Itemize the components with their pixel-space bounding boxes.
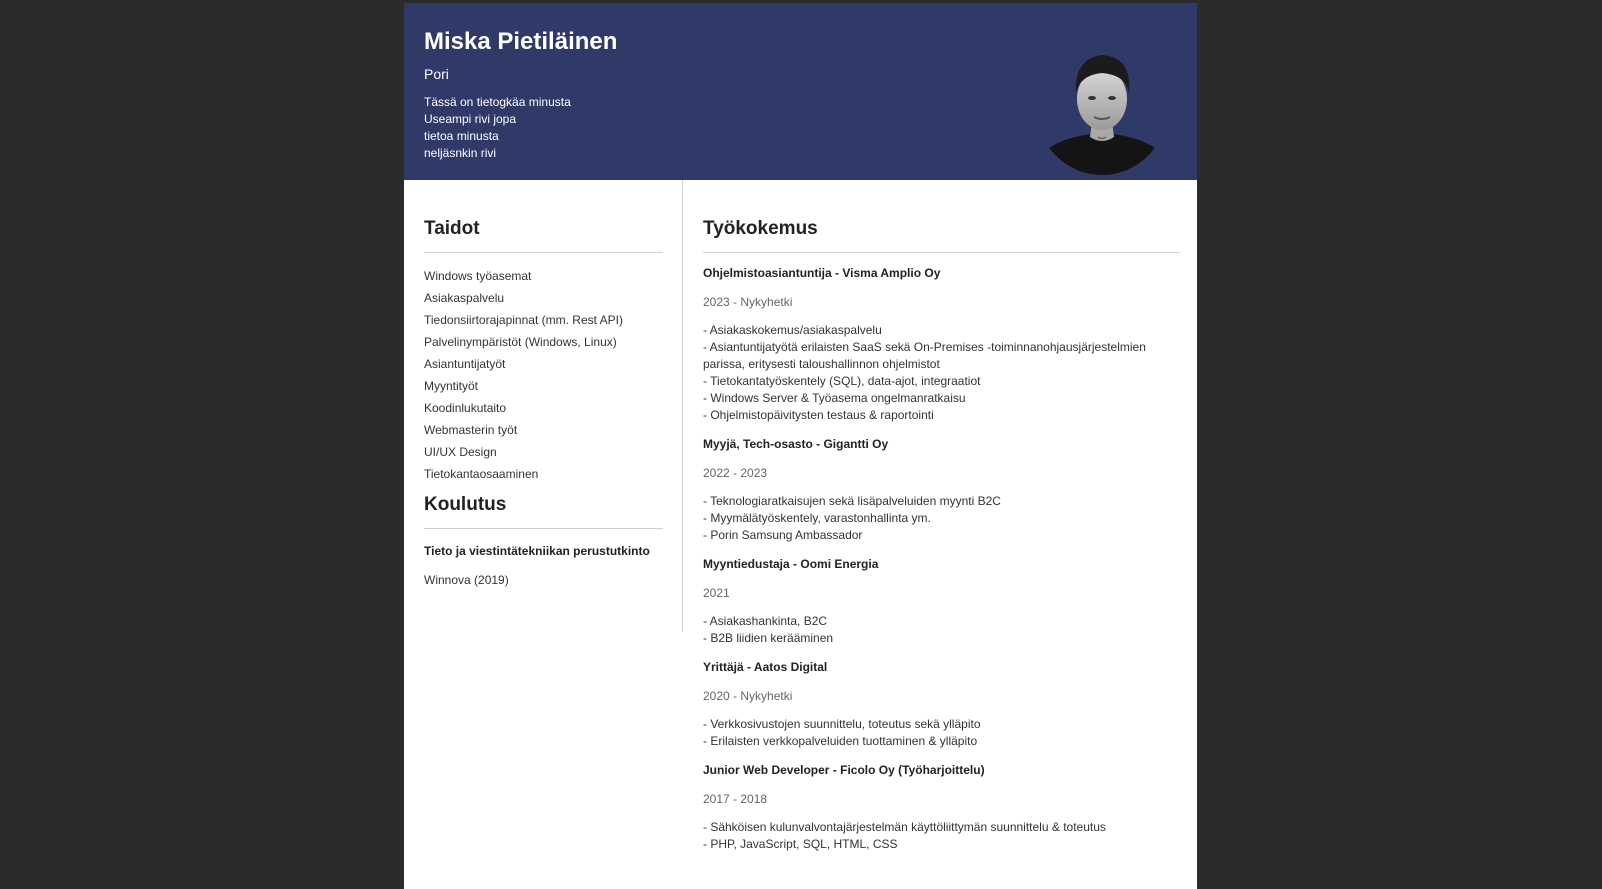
job-line: - Teknologiaratkaisujen sekä lisäpalveluiden myynti B2C [703,494,1001,508]
skills-list [424,265,663,485]
divider [424,528,663,529]
job-line: - Sähköisen kulunvalvontajärjestelmän käyttöliittymän suunnittelu & toteutus [703,820,1106,834]
job-title: Myyntiedustaja - Oomi Energia [703,557,879,571]
skill-item: Myyntityöt [424,379,479,393]
job-line: - Tietokantatyöskentely (SQL), data-ajot, integraatiot [703,374,981,388]
bio-line: Tässä on tietogkäa minusta [424,95,571,109]
job-dates: 2021 [703,586,730,600]
job-line: - Erilaisten verkkopalveluiden tuottaminen & ylläpito [703,734,978,748]
skill-item: Webmasterin työt [424,423,518,437]
job-description [703,322,1180,424]
job-dates: 2022 - 2023 [703,466,768,480]
job-dates: 2020 - Nykyhetki [703,689,793,703]
skill-item: Tietokantaosaaminen [424,467,539,481]
cv-body [404,180,1197,889]
education-title: Koulutus [424,494,507,515]
cv-header [404,3,1197,180]
job-line: - B2B liidien kerääminen [703,631,834,645]
bio-line: tietoa minusta [424,129,499,143]
job-line: - Verkkosivustojen suunnittelu, toteutus sekä ylläpito [703,717,981,731]
job-entry [703,436,1180,544]
job-line: - PHP, JavaScript, SQL, HTML, CSS [703,837,898,851]
job-entry [703,659,1180,750]
job-entry [703,556,1180,647]
bio-line: neljäsnkin rivi [424,146,497,160]
job-line: - Asiakaskokemus/asiakaspalvelu [703,323,882,337]
job-title: Junior Web Developer - Ficolo Oy (Työharjoittelu) [703,763,985,777]
skill-item: UI/UX Design [424,445,497,459]
divider [703,252,1180,253]
skill-item: Tiedonsiirtorajapinnat (mm. Rest API) [424,313,623,327]
job-line: - Porin Samsung Ambassador [703,528,863,542]
job-dates: 2023 - Nykyhetki [703,295,793,309]
job-line: - Myymälätyöskentely, varastonhallinta ym. [703,511,931,525]
job-description [703,716,1180,750]
job-title: Myyjä, Tech-osasto - Gigantti Oy [703,437,889,451]
cv-page [404,3,1197,889]
person-name: Miska Pietiläinen [424,28,618,55]
skill-item: Asiakaspalvelu [424,291,505,305]
divider [424,252,663,253]
job-line: - Asiantuntijatyötä erilaisten SaaS sekä On-Premises -toiminnanohjausjärjestelmien parissa, eritysesti taloushallinnon ohjelmistot [703,340,1146,371]
job-description [703,493,1180,544]
job-line: - Windows Server & Työasema ongelmanratkaisu [703,391,966,405]
job-line: - Asiakashankinta, B2C [703,614,828,628]
job-title: Yrittäjä - Aatos Digital [703,660,828,674]
education-school: Winnova (2019) [424,573,509,587]
profile-photo [1036,41,1168,176]
skill-item: Windows työasemat [424,269,532,283]
skill-item: Asiantuntijatyöt [424,357,506,371]
job-line: - Ohjelmistopäivitysten testaus & raportointi [703,408,934,422]
job-title: Ohjelmistoasiantuntija - Visma Amplio Oy [703,266,941,280]
skill-item: Palvelinympäristöt (Windows, Linux) [424,335,617,349]
person-bio [424,94,571,162]
left-column [404,180,683,632]
bio-line: Useampi rivi jopa [424,112,517,126]
skill-item: Koodinlukutaito [424,401,507,415]
job-entry [703,762,1180,853]
education-degree: Tieto ja viestintätekniikan perustutkinto [424,544,650,558]
job-entry [703,265,1180,424]
job-description [703,613,1180,647]
job-description [703,819,1180,853]
person-city: Pori [424,66,449,82]
job-dates: 2017 - 2018 [703,792,768,806]
skills-title: Taidot [424,218,480,239]
experience-title: Työkokemus [703,218,818,239]
